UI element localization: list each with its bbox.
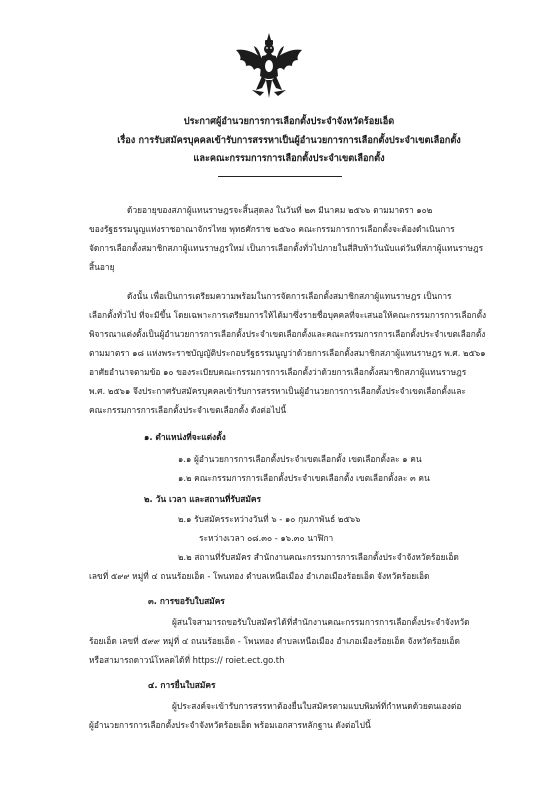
section-2-heading: ๒. วัน เวลา และสถานที่รับสมัคร [144,494,261,504]
section-2-item-1-time: ระหว่างเวลา ๐๘.๓๐ - ๑๖.๓๐ นาฬิกา [199,533,334,543]
paragraph-2-line-1: ดังนั้น เพื่อเป็นการเตรียมความพร้อมในการจัดการเลือกตั้งสมาชิกสภาผู้แทนราษฎร เป็นการ [127,291,452,301]
title-divider [218,176,342,177]
section-3-line-2: ร้อยเอ็ด เลขที่ ๕๙๙ หมู่ที่ ๔ ถนนร้อยเอ็ด - โพนทอง ตำบลเหนือเมือง อำเภอเมืองร้อยเอ็ด จังหวัดร้อยเอ็ด [89,636,460,646]
paragraph-1-line-4: สิ้นอายุ [89,262,115,272]
paragraph-2-line-5: อาศัยอำนาจตามข้อ ๑๐ ของระเบียบคณะกรรมการการเลือกตั้งว่าด้วยการเลือกตั้งสมาชิกสภาผู้แทนราษฎร [89,367,467,377]
subject-line-continued: และคณะกรรมการการเลือกตั้งประจำเขตเลือกตั้ง [193,153,385,164]
section-3-heading: ๓. การขอรับใบสมัคร [148,596,225,606]
section-2-item-2-address: เลขที่ ๕๙๙ หมู่ที่ ๔ ถนนร้อยเอ็ด - โพนทอง ตำบลเหนือเมือง อำเภอเมืองร้อยเอ็ด จังหวัดร้อยเอ็ด [89,571,430,581]
section-1-heading: ๑. ตำแหน่งที่จะแต่งตั้ง [144,432,226,442]
section-4-heading: ๔. การยื่นใบสมัคร [148,680,216,690]
paragraph-1-line-3: จัดการเลือกตั้งสมาชิกสภาผู้แทนราษฎรใหม่ เป็นการเลือกตั้งทั่วไปภายในสี่สิบห้าวันนับแต่วันที่สภาผู้แทนราษฎร [89,243,484,253]
section-2-item-2: ๒.๒ สถานที่รับสมัคร สำนักงานคณะกรรมการการเลือกตั้งประจำจังหวัดร้อยเอ็ด [178,552,459,562]
paragraph-2-line-2: เลือกตั้งทั่วไป ที่จะมีขึ้น โดยเฉพาะการเตรียมการให้ได้มาซึ่งรายชื่อบุคคลที่จะเสนอให้คณะกรรมการการเลือกตั้ง [89,310,487,320]
section-4-line-2: ผู้อำนวยการการเลือกตั้งประจำจังหวัดร้อยเอ็ด พร้อมเอกสารหลักฐาน ดังต่อไปนี้ [89,720,371,730]
section-3-line-1: ผู้สนใจสามารถขอรับใบสมัครได้ที่สำนักงานคณะกรรมการการเลือกตั้งประจำจังหวัด [172,617,470,627]
paragraph-1-line-1: ด้วยอายุของสภาผู้แทนราษฎรจะสิ้นสุดลง ในวันที่ ๒๓ มีนาคม ๒๕๖๖ ตามมาตรา ๑๐๒ [127,205,433,215]
paragraph-2-line-7: คณะกรรมการการเลือกตั้งประจำเขตเลือกตั้ง ดังต่อไปนี้ [89,405,287,415]
subject-line: เรื่อง การรับสมัครบุคคลเข้ารับการสรรหาเป็นผู้อำนวยการการเลือกตั้งประจำเขตเลือกตั้ง [117,135,461,146]
paragraph-2-line-6: พ.ศ. ๒๕๖๑ จึงประกาศรับสมัครบุคคลเข้ารับการสรรหาเป็นผู้อำนวยการการเลือกตั้งประจำเขตเลือกตั้งและ [89,386,466,396]
paragraph-1-line-2: ของรัฐธรรมนูญแห่งราชอาณาจักรไทย พุทธศักราช ๒๕๖๐ คณะกรรมการการเลือกตั้งจะต้องดำเนินการ [89,224,455,234]
section-1-item-1: ๑.๑ ผู้อำนวยการการเลือกตั้งประจำเขตเลือกตั้ง เขตเลือกตั้งละ ๑ คน [178,454,422,464]
garuda-emblem-icon [234,32,304,102]
paragraph-2-line-3: พิจารณาแต่งตั้งเป็นผู้อำนวยการการเลือกตั้งประจำเขตเลือกตั้งและคณะกรรมการการเลือกตั้งประจำเขตเลือกตั้ง [89,329,486,339]
paragraph-2-line-4: ตามมาตรา ๑๘ แห่งพระราชบัญญัติประกอบรัฐธรรมนูญว่าด้วยการเลือกตั้งสมาชิกสภาผู้แทนราษฎร พ.ศ. ๒๕๖๑ [89,348,486,358]
section-3-line-3: หรือสามารถดาวน์โหลดได้ที่ https:// roiet.ect.go.th [89,655,285,665]
section-2-item-1: ๒.๑ รับสมัครระหว่างวันที่ ๖ - ๑๐ กุมภาพันธ์ ๒๕๖๖ [178,514,361,524]
announcement-title: ประกาศผู้อำนวยการการเลือกตั้งประจำจังหวัดร้อยเอ็ด [183,116,395,127]
section-4-line-1: ผู้ประสงค์จะเข้ารับการสรรหาต้องยื่นใบสมัครตามแบบพิมพ์ที่กำหนดด้วยตนเองต่อ [172,701,462,711]
section-1-item-2: ๑.๒ คณะกรรมการการเลือกตั้งประจำเขตเลือกตั้ง เขตเลือกตั้งละ ๓ คน [178,473,430,483]
